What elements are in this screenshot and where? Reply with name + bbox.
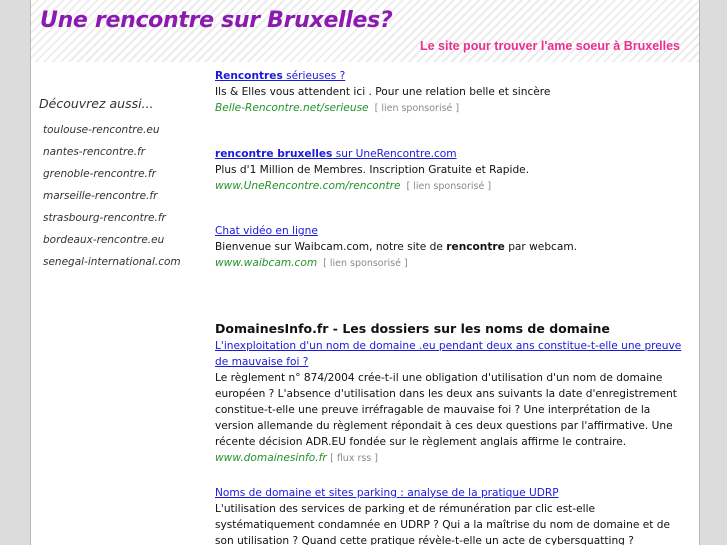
ad-description: Plus d'1 Million de Membres. Inscription Gratuite et Rapide. [215, 163, 530, 176]
header [31, 0, 699, 62]
sponsored-ad [215, 223, 685, 301]
main-content [215, 68, 685, 545]
ad-url[interactable]: www.UneRencontre.com/rencontre [215, 179, 401, 192]
sidebar-link-toulouse[interactable]: toulouse-rencontre.eu [43, 124, 160, 136]
tagline: Le site pour trouver l'ame soeur à Bruxelles [419, 39, 680, 53]
sidebar [39, 96, 209, 272]
sidebar-title: Découvrez aussi... [39, 96, 154, 111]
ad-title-text: sur UneRencontre.com [332, 147, 457, 160]
ad-url[interactable]: www.waibcam.com [215, 257, 318, 269]
ad-title-link[interactable] [215, 225, 318, 237]
sidebar-link-list [39, 118, 209, 272]
news-section-title: DomainesInfo.fr - Les dossiers sur les noms de domaine [215, 320, 610, 336]
sidebar-link-strasbourg[interactable]: strasbourg-rencontre.fr [43, 212, 166, 224]
page [30, 0, 700, 545]
sponsored-ad [215, 68, 685, 146]
ad-sponsor-label: [ lien sponsorisé ] [323, 258, 408, 269]
ad-description: Ils & Elles vous attendent ici . Pour une relation belle et sincère [215, 86, 551, 98]
sidebar-link-nantes[interactable]: nantes-rencontre.fr [43, 146, 146, 158]
article-title-link[interactable]: L'inexploitation d'un nom de domaine .eu pendant deux ans constitue-t-elle une preuve de mauvaise foi ? [215, 339, 682, 368]
sidebar-link-grenoble[interactable]: grenoble-rencontre.fr [43, 168, 156, 180]
ad-description-start: Bienvenue sur Waibcam.com, notre site de [215, 241, 447, 253]
ad-title-text: Chat vidéo en ligne [215, 225, 318, 237]
sidebar-link-marseille[interactable]: marseille-rencontre.fr [43, 190, 158, 202]
news-article [215, 485, 685, 545]
sponsored-ad [215, 146, 685, 224]
ad-title-link[interactable] [215, 148, 457, 160]
ad-sponsor-label: [ lien sponsorisé ] [406, 180, 492, 192]
article-title-link[interactable]: Noms de domaine et sites parking : analyse de la pratique UDRP [215, 486, 559, 499]
article-body: Le règlement n° 874/2004 crée-t-il une obligation d'utilisation d'un nom de domaine européen ? L'absence d'utilisation dans les deux ans suivants la date d'enregistrement constitue-t-elle une preuve irréfragable de mauvaise foi ? Une interprétation de la version allemande du règlement répondait à ces deux questions par l'affirmative. Une récente décision ADR.EU fondée sur le règlement anglais affirme le contraire. [215, 371, 677, 448]
ad-title-keyword: rencontre bruxelles [215, 147, 333, 160]
ad-description-keyword: rencontre [446, 241, 505, 253]
ad-sponsor-label: [ lien sponsorisé ] [374, 103, 460, 114]
site-title: Une rencontre sur Bruxelles? [40, 8, 393, 33]
sidebar-link-bordeaux[interactable]: bordeaux-rencontre.eu [43, 234, 165, 246]
sidebar-link-senegal[interactable]: senegal-international.com [43, 256, 181, 268]
ad-title-keyword: Rencontres [215, 70, 283, 82]
rss-feed-label[interactable]: [ flux rss ] [330, 452, 378, 464]
article-source-url[interactable]: www.domainesinfo.fr [215, 451, 327, 464]
ad-description-end: par webcam. [504, 241, 578, 253]
ad-title-link[interactable] [215, 70, 345, 82]
ad-url[interactable]: Belle-Rencontre.net/serieuse [215, 102, 369, 114]
news-article [215, 338, 685, 467]
article-body: L'utilisation des services de parking et de rémunération par clic est-elle systématiquement condamnée en UDRP ? Qui a la maîtrise du nom de domaine et de son utilisation ? Quand cette pratique révèle-t-elle un acte de cybersquatting ? [215, 502, 670, 545]
ad-title-text: sérieuses ? [282, 70, 346, 82]
